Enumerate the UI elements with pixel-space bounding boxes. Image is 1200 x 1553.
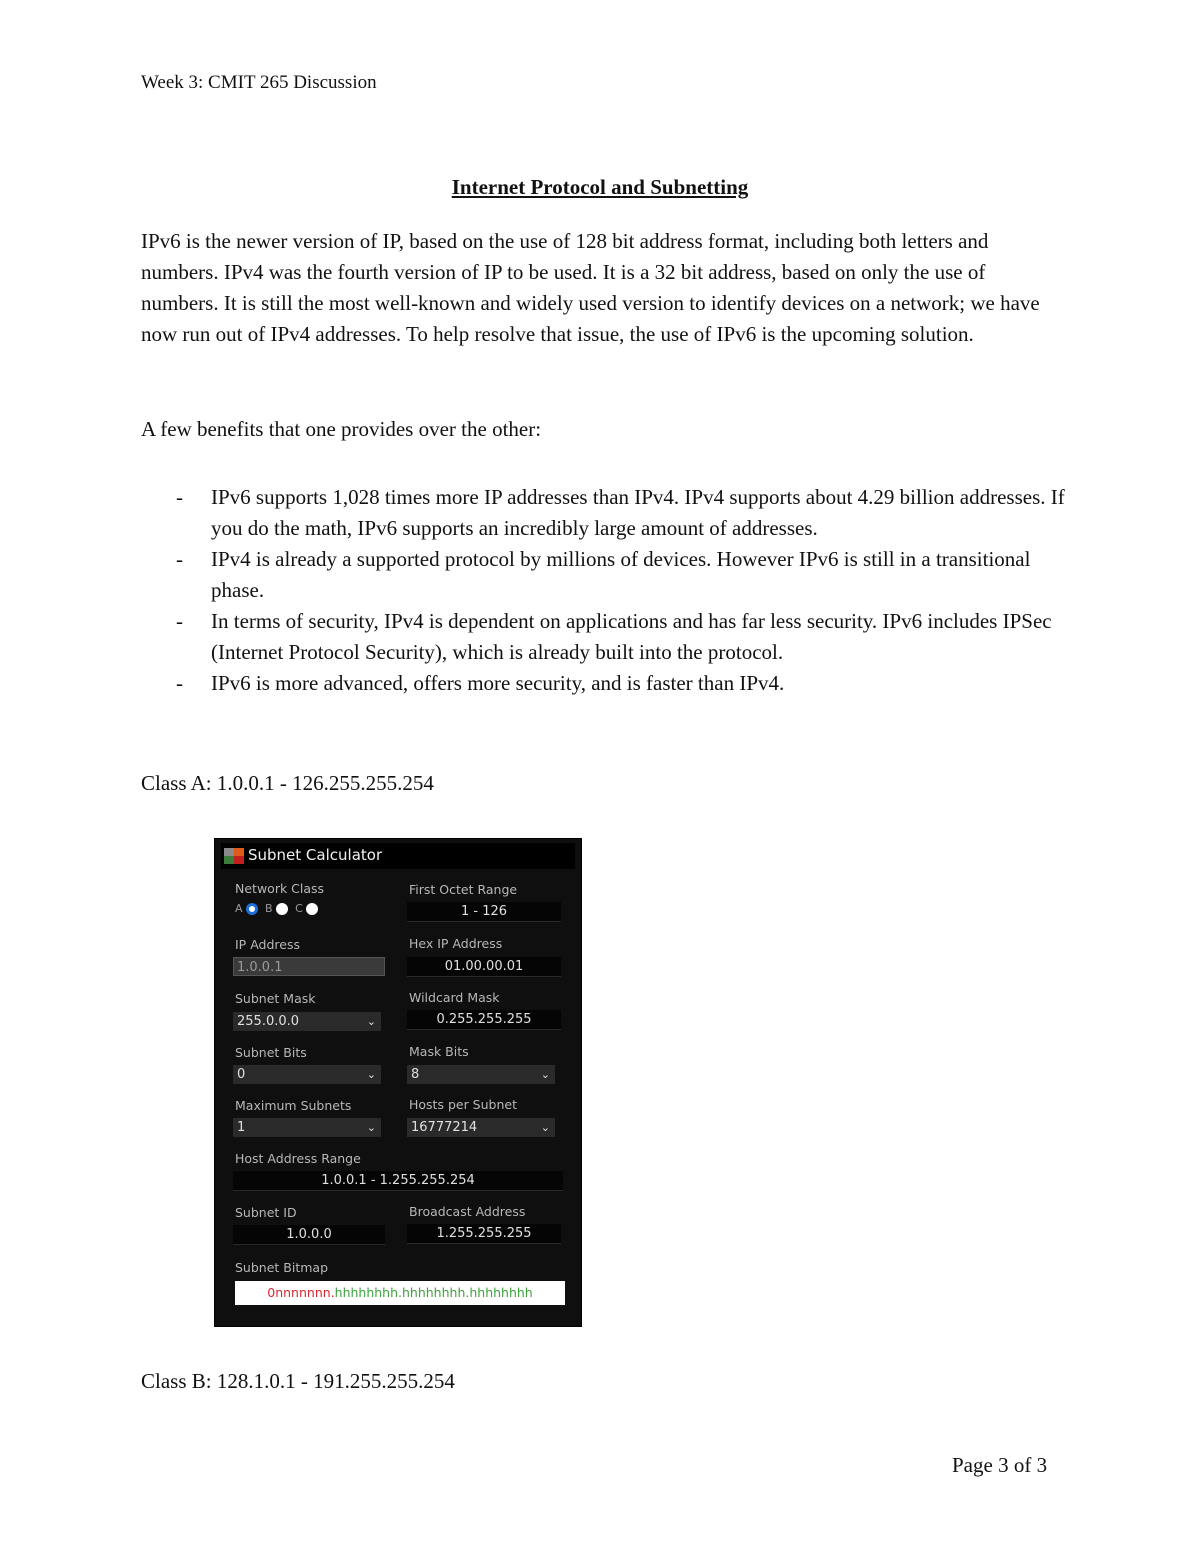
subnet-bits-value: 0 <box>237 1067 246 1082</box>
document-header: Week 3: CMIT 265 Discussion <box>141 72 377 93</box>
subnet-id-label: Subnet ID <box>235 1205 297 1220</box>
class-b-label: B <box>265 902 273 915</box>
subnet-mask-value: 255.0.0.0 <box>237 1014 300 1029</box>
wildcard-field: 0.255.255.255 <box>407 1010 561 1030</box>
class-c-radio[interactable] <box>306 903 318 915</box>
chevron-down-icon: ⌄ <box>540 1121 550 1134</box>
hosts-per-subnet-select[interactable] <box>407 1118 555 1137</box>
benefits-intro: A few benefits that one provides over the other: <box>141 417 542 441</box>
hosts-per-subnet-value: 16777214 <box>411 1120 478 1135</box>
host-range-field: 1.0.0.1 - 1.255.255.254 <box>233 1171 563 1191</box>
chevron-down-icon: ⌄ <box>366 1121 376 1134</box>
chevron-down-icon: ⌄ <box>540 1068 550 1081</box>
bullet-marker: - <box>176 485 183 509</box>
page-number: Page 3 of 3 <box>952 1453 1048 1477</box>
mask-bits-select[interactable] <box>407 1065 555 1084</box>
calculator-title: Subnet Calculator <box>248 846 383 864</box>
list-item <box>141 606 1066 668</box>
bullet-marker: - <box>176 671 183 695</box>
first-octet-label: First Octet Range <box>409 882 518 897</box>
mask-bits-label: Mask Bits <box>409 1044 469 1059</box>
ip-address-label: IP Address <box>235 937 300 952</box>
class-b-radio[interactable] <box>276 903 288 915</box>
subnet-mask-label: Subnet Mask <box>235 991 316 1006</box>
list-item <box>141 544 1066 606</box>
intro-paragraph <box>141 226 1066 350</box>
hex-ip-label: Hex IP Address <box>409 936 503 951</box>
subnet-calculator-screenshot <box>214 838 582 1327</box>
bitmap-network-bits: 0nnnnnnn. <box>267 1285 335 1300</box>
network-class-label: Network Class <box>235 881 325 896</box>
class-a-label: A <box>235 902 243 915</box>
subnet-id-field: 1.0.0.0 <box>233 1225 385 1245</box>
first-octet-field: 1 - 126 <box>407 902 561 922</box>
bitmap-label: Subnet Bitmap <box>235 1260 328 1275</box>
max-subnets-select[interactable] <box>233 1118 381 1137</box>
calculator-titlebar <box>221 843 575 869</box>
paragraph-text: IPv6 is the newer version of IP, based on the use of 128 bit address format, including both letters and numbers. IPv4 was the fourth version of IP to be used. It is a 32 bit address, based on only the use of numbers. It is still the most well-known and widely used version to identify devices on a network; we have now run out of IPv4 addresses. To help resolve that issue, the use of IPv6 is the upcoming solution. <box>141 229 1040 346</box>
class-b-range: Class B: 128.1.0.1 - 191.255.255.254 <box>141 1369 455 1393</box>
list-item-text: IPv4 is already a supported protocol by millions of devices. However IPv6 is still in a transitional phase. <box>211 547 1031 602</box>
ip-address-input[interactable]: 1.0.0.1 <box>233 957 385 976</box>
chevron-down-icon: ⌄ <box>366 1068 376 1081</box>
max-subnets-label: Maximum Subnets <box>235 1098 352 1113</box>
chevron-down-icon: ⌄ <box>366 1015 376 1028</box>
subnet-bitmap <box>235 1281 565 1305</box>
hosts-per-subnet-label: Hosts per Subnet <box>409 1097 517 1112</box>
mask-bits-value: 8 <box>411 1067 420 1082</box>
wildcard-label: Wildcard Mask <box>409 990 500 1005</box>
list-item <box>141 668 1066 699</box>
bullet-marker: - <box>176 609 183 633</box>
subnet-bits-label: Subnet Bits <box>235 1045 307 1060</box>
host-range-label: Host Address Range <box>235 1151 361 1166</box>
class-a-radio[interactable] <box>246 903 258 915</box>
broadcast-field: 1.255.255.255 <box>407 1224 561 1244</box>
list-item <box>141 482 1066 544</box>
network-class-radios <box>235 902 322 915</box>
subnet-mask-select[interactable] <box>233 1012 381 1031</box>
subnet-bits-select[interactable] <box>233 1065 381 1084</box>
class-a-range: Class A: 1.0.0.1 - 126.255.255.254 <box>141 771 434 795</box>
calculator-logo-icon <box>224 848 244 864</box>
bitmap-host-bits: hhhhhhhh.hhhhhhhh.hhhhhhhh <box>334 1285 533 1300</box>
max-subnets-value: 1 <box>237 1120 246 1135</box>
benefits-list <box>141 482 1066 699</box>
list-item-text: IPv6 is more advanced, offers more security, and is faster than IPv4. <box>211 671 785 695</box>
list-item-text: In terms of security, IPv4 is dependent on applications and has far less security. IPv6 includes IPSec (Internet Protocol Security), which is already built into the protocol. <box>211 609 1052 664</box>
class-c-label: C <box>295 902 303 915</box>
document-title: Internet Protocol and Subnetting <box>451 175 749 199</box>
list-item-text: IPv6 supports 1,028 times more IP addresses than IPv4. IPv4 supports about 4.29 billion addresses. If you do the math, IPv6 supports an incredibly large amount of addresses. <box>211 485 1065 540</box>
bullet-marker: - <box>176 547 183 571</box>
hex-ip-field: 01.00.00.01 <box>407 957 561 977</box>
broadcast-label: Broadcast Address <box>409 1204 526 1219</box>
